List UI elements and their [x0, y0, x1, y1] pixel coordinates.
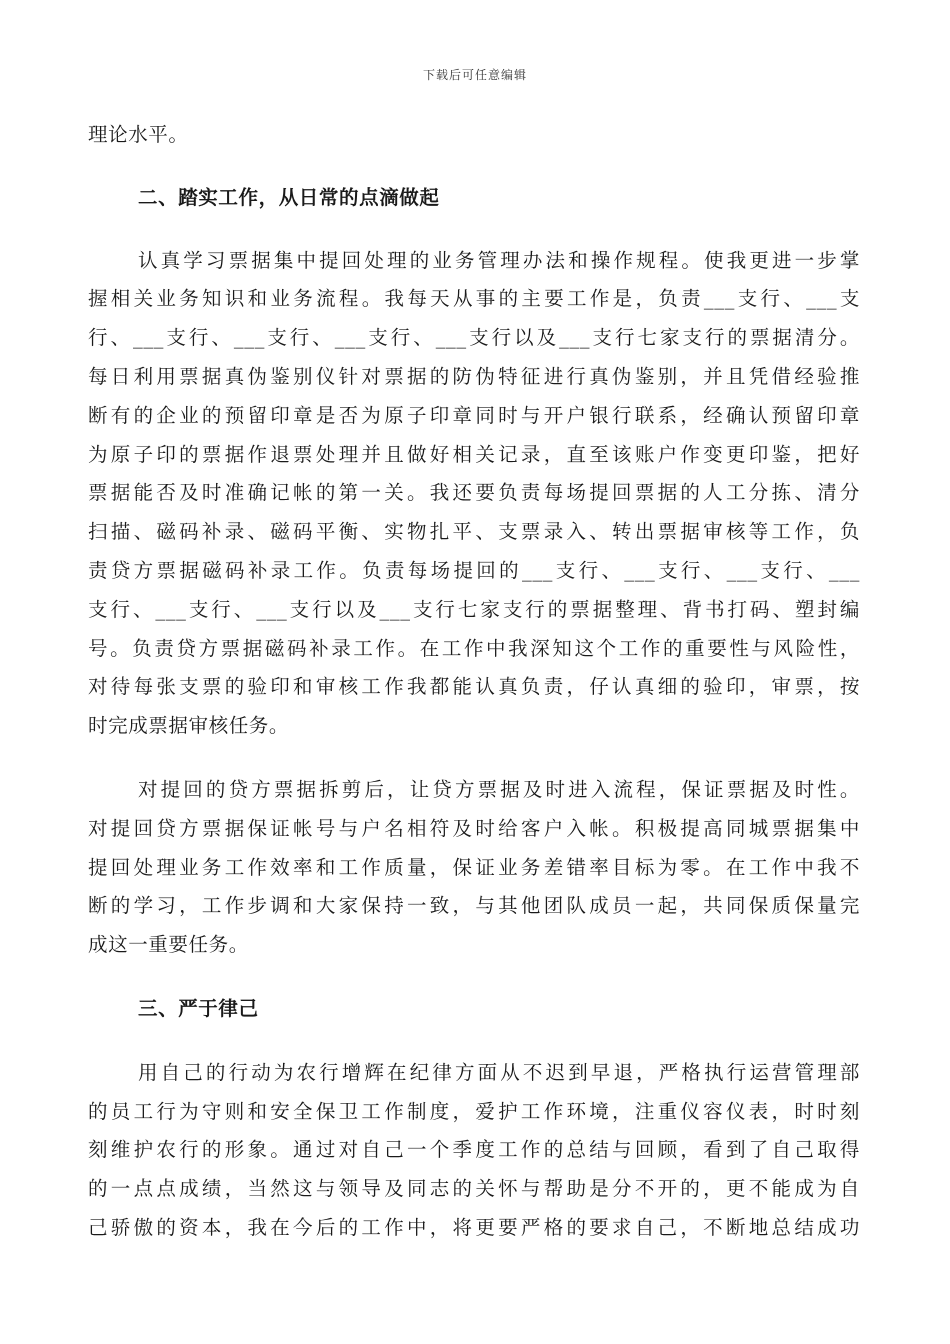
- paragraph-gap: [88, 218, 860, 242]
- paragraph-gap: [88, 746, 860, 771]
- paragraph-line: 提回处理业务工作效率和工作质量，保证业务差错率目标为零。在工作中我不: [88, 855, 860, 879]
- section-heading-2: 二、踏实工作，从日常的点滴做起: [138, 185, 440, 209]
- paragraph-line: 刻维护农行的形象。通过对自己一个季度工作的总结与回顾，看到了自己取得: [88, 1138, 860, 1162]
- paragraph-gap: [88, 1029, 860, 1054]
- paragraph-line: 理论水平。: [88, 123, 189, 146]
- paragraph-line: 号。负责贷方票据磁码补录工作。在工作中我深知这个工作的重要性与风险性，: [88, 636, 860, 660]
- paragraph-line: 的一点点成绩，当然这与领导及同志的关怀与帮助是分不开的，更不能成为自: [88, 1177, 860, 1201]
- paragraph-line: 每日利用票据真伪鉴别仪针对票据的防伪特征进行真伪鉴别，并且凭借经验推: [88, 364, 860, 388]
- paragraph-line: 对待每张支票的验印和审核工作我都能认真负责，仔认真细的验印，审票，按: [88, 675, 860, 699]
- paragraph-gap: [88, 965, 860, 990]
- paragraph-line: 握相关业务知识和业务流程。我每天从事的主要工作是，负责___支行、___支: [88, 287, 860, 311]
- paragraph-line: 认真学习票据集中提回处理的业务管理办法和操作规程。使我更进一步掌: [138, 248, 860, 272]
- paragraph-line: 支行、___支行、___支行以及___支行七家支行的票据整理、背书打码、塑封编: [88, 597, 860, 621]
- paragraph-line: 对提回的贷方票据拆剪后，让贷方票据及时进入流程，保证票据及时性。: [138, 777, 860, 801]
- paragraph-line: 对提回贷方票据保证帐号与户名相符及时给客户入帐。积极提高同城票据集中: [88, 816, 860, 840]
- paragraph-line: 用自己的行动为农行增辉在纪律方面从不迟到早退，严格执行运营管理部: [138, 1060, 860, 1084]
- paragraph-line: 断有的企业的预留印章是否为原子印章同时与开户银行联系，经确认预留印章: [88, 403, 860, 427]
- paragraph-line: 为原子印的票据作退票处理并且做好相关记录，直至该账户作变更印鉴，把好: [88, 442, 860, 466]
- paragraph-line: 行、___支行、___支行、___支行、___支行以及___支行七家支行的票据清分。: [88, 326, 860, 350]
- paragraph-line: 时完成票据审核任务。: [88, 714, 290, 738]
- paragraph-line: 己骄傲的资本，我在今后的工作中，将更要严格的要求自己，不断地总结成功: [88, 1215, 860, 1239]
- paragraph-gap: [88, 155, 860, 179]
- paragraph-line: 的员工行为守则和安全保卫工作制度，爱护工作环境，注重仪容仪表，时时刻: [88, 1099, 860, 1123]
- section-heading-3: 三、严于律己: [138, 996, 259, 1020]
- paragraph-line: 票据能否及时准确记帐的第一关。我还要负责每场提回票据的人工分拣、清分: [88, 481, 860, 505]
- paragraph-line: 断的学习，工作步调和大家保持一致，与其他团队成员一起，共同保质保量完: [88, 894, 860, 918]
- paragraph-line: 责贷方票据磁码补录工作。负责每场提回的___支行、___支行、___支行、___: [88, 558, 860, 582]
- paragraph-line: 成这一重要任务。: [88, 933, 249, 957]
- paragraph-line: 扫描、磁码补录、磁码平衡、实物扎平、支票录入、转出票据审核等工作，负: [88, 520, 860, 544]
- document-body: [88, 116, 860, 1248]
- page-header: 下载后可任意编辑: [422, 68, 527, 82]
